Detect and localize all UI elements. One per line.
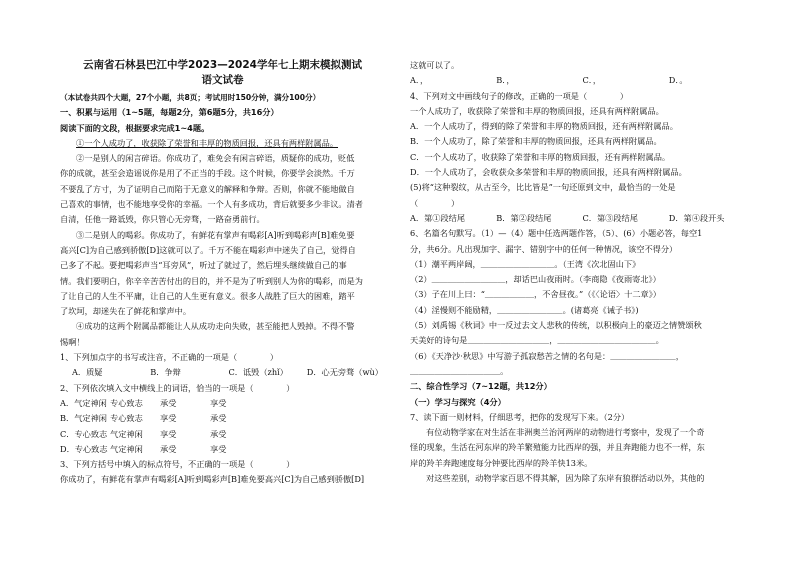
question-1: 1、下列加点字的书写或注音，不正确的一项是（ ） [60, 352, 279, 363]
paragraph-2-line: ②一是别人的闲言碎语。你成功了，难免会有闲言碎语，质疑你的成功，贬低 [76, 153, 355, 164]
option-c[interactable]: C．第③段结尾 [582, 212, 638, 223]
word: 享受 [210, 397, 227, 408]
word: 气定神闲 [110, 428, 143, 439]
right-column [410, 58, 755, 486]
q6-item[interactable]: （6）《天净沙·秋思》中写游子孤寂愁苦之情的名句是：＿＿＿＿＿＿＿＿， [410, 350, 684, 361]
question-3-options [410, 73, 755, 88]
question-5-options [410, 211, 755, 226]
question-6-line: 分，共6分。凡出现加字、漏字、错别字中的任何一种情况，该空不得分） [410, 243, 678, 254]
exam-title: 云南省石林县巴江中学2023—2024学年七上期末模拟测试 [83, 59, 362, 71]
question-3-continued: 这就可以了。 [410, 60, 460, 70]
paragraph-3-line: 了坎坷，却迷失在了鲜花和掌声中。 [60, 306, 192, 317]
section-2-heading: 二、综合性学习（7~12题，共12分） [410, 381, 552, 392]
option-b[interactable]: B．第②段结尾 [496, 212, 552, 223]
q6-item[interactable]: 天美好的诗句是＿＿＿＿＿＿＿＿＿＿，＿＿＿＿＿＿＿＿＿＿＿＿。 [410, 335, 664, 346]
exam-note: （本试卷共四个大题，27个小题，共8页；考试用时150分钟，满分100分） [60, 93, 321, 102]
option-c[interactable]: C．诋毁（zhǐ） [228, 367, 288, 378]
question-5: (5)将“这种裂纹，从古至今，比比皆是”一句还原到文中，最恰当的一处是 [410, 182, 676, 193]
word: 专心致志 [110, 397, 143, 408]
question-2: 2、下列依次填入文中横线上的词语，恰当的一项是（ ） [60, 382, 295, 393]
option-b[interactable]: B．争辩 [150, 367, 181, 378]
paragraph-2-line: 你的成就，甚至会造谣说你是用了不正当的手段。这个时候，你要学会淡然。千万 [60, 168, 355, 179]
paragraph-1 [60, 136, 385, 151]
paragraph-3-line: 情。我们要明白，你辛辛苦苦付出的目的，并不是为了听到别人为你的喝彩，而是为 [60, 275, 363, 286]
paragraph-2-line: 自清，任他一路诋毁，你只管心无旁骛，一路奋勇前行。 [60, 214, 265, 225]
question-2-option-b[interactable] [60, 411, 260, 426]
paragraph-2-line: 不要乱了方寸，为了证明自己而陷于无意义的解释和争辩。否则，你就不能地做自 [60, 183, 355, 194]
paragraph-3-line: ③二是别人的喝彩。你成功了，有鲜花有掌声有喝彩[A]听到喝彩声[B]难免要 [76, 229, 355, 240]
paragraph-4-line: 惕啊！ [60, 336, 85, 347]
reading-instruction: 阅读下面的文段，根据要求完成1~4题。 [60, 122, 210, 133]
material-line: 对这些差别，动物学家百思不得其解，因为除了东岸有狼群活动以外，其他的 [426, 473, 705, 484]
underlined-sentence: ①一个人成功了，收获除了荣誉和丰厚的物质回报，还具有两样附属品。 [76, 137, 339, 148]
question-6: 6、名篇名句默写。（1）—（4）题中任选两题作答，（5）、(6）小题必答，每空1 [410, 228, 703, 239]
q6-item[interactable]: （1）潮平两岸阔，＿＿＿＿＿＿＿＿＿。（王湾《次北固山下》 [410, 258, 641, 269]
q6-item: （5）刘禹锡《秋词》中一反过去文人悲秋的传统，以积极向上的豪迈之情赞颂秋 [410, 320, 702, 331]
material-line: 有位动物学家在对生活在非洲奥兰治河两岸的动物进行考察中，发现了一个奇 [426, 427, 705, 438]
word: 气定神闲 [110, 443, 143, 454]
section-1-heading: 一、积累与运用（1~5题，每题2分，第6题5分，共16分） [60, 107, 279, 118]
paragraph-4-line: ④成功的这两个附属品都能让人从成功走向失败，甚至能把人毁掉。不得不警 [76, 321, 355, 332]
question-4: 4、下列对文中画线句子的修改，正确的一项是（ ） [410, 90, 629, 101]
question-3-sentence: 你成功了，有鲜花有掌声有喝彩[A]听到喝彩声[B]难免要高兴[C]为自己感到骄傲[D] [60, 474, 365, 485]
subsection-heading: （一）学习与探究（4分） [410, 396, 506, 407]
option-a[interactable]: A．第①段结尾 [410, 212, 466, 223]
question-2-option-a[interactable] [60, 396, 260, 411]
word: 享受 [160, 428, 177, 439]
q6-item[interactable]: （2）＿＿＿＿＿＿＿＿＿，却话巴山夜雨时。（李商隐《夜雨寄北》） [410, 274, 661, 285]
question-4-option-a[interactable]: A．一个人成功了，得到的除了荣誉和丰厚的物质回报，还有两样附属品。 [410, 121, 678, 132]
word: C．专心致志 [60, 428, 108, 439]
word: A．气定神闲 [60, 397, 107, 408]
option-d[interactable]: D．。 [668, 75, 688, 86]
word: 承受 [210, 413, 227, 424]
option-d[interactable]: D．第④段开头 [668, 212, 725, 223]
word: 享受 [160, 413, 177, 424]
question-7: 7、读下面一则材料，仔细思考，把你的发现写下来。（2分） [410, 411, 630, 422]
word: D．专心致志 [60, 443, 108, 454]
paragraph-2-line: 己喜欢的事情，也不能地享受你的幸福。一个人有多成功，背后就要多少非议。清者 [60, 199, 363, 210]
paragraph-3-line: 己多了不起。要把喝彩声当“耳旁风”，听过了就过了，然后埋头继续做自己的事 [60, 260, 347, 271]
option-a[interactable]: A．质疑 [72, 367, 103, 378]
question-4-option-d[interactable]: D．一个人成功了，会收获众多荣誉和丰厚的物质回报，还具有两样附属品。 [410, 167, 687, 178]
q6-item[interactable]: （3）子在川上曰：“＿＿＿＿＿＿，不舍昼夜。”（《〈论语〉十二章》） [410, 289, 661, 300]
option-a[interactable]: A．， [410, 75, 429, 86]
word: B．气定神闲 [60, 413, 107, 424]
option-d[interactable]: D．心无旁骛（wù） [306, 367, 383, 378]
paragraph-3-line: 高兴[C]为自己感到骄傲[D]这就可以了。千万不能在喝彩声中迷失了自己，觉得自 [60, 244, 356, 255]
left-column [60, 58, 385, 488]
word: 专心致志 [110, 413, 143, 424]
question-1-options [60, 365, 385, 380]
option-c[interactable]: C．， [582, 75, 602, 86]
word: 承受 [160, 443, 177, 454]
q6-item[interactable]: ＿＿＿＿＿＿＿＿＿＿＿。 [410, 365, 509, 376]
question-2-option-c[interactable] [60, 427, 260, 442]
question-4-original: 一个人成功了，收获除了荣誉和丰厚的物质回报，还具有两样附属品。 [410, 105, 664, 116]
exam-subtitle: 语文试卷 [201, 74, 244, 86]
word: 承受 [160, 397, 177, 408]
paragraph-3-line: 了让自己的人生不平庸，让自己的人生更有意义。很多人战胜了巨大的困难，踏平 [60, 290, 355, 301]
material-line: 岸的羚羊奔跑速度每分钟要比西岸的羚羊快13米。 [410, 457, 593, 468]
word: 享受 [210, 443, 227, 454]
question-4-option-b[interactable]: B．一个人成功了，除了荣誉和丰厚的物质回报，还具有两样附属品。 [410, 136, 662, 147]
question-5-blank[interactable]: （ ） [410, 197, 460, 208]
material-line: 怪的现象，生活在河东岸的羚羊繁殖能力比西岸的强，并且奔跑能力也不一样，东 [410, 442, 705, 453]
word: 承受 [210, 428, 227, 439]
question-4-option-c[interactable]: C．一个人成功了，收获除了荣誉和丰厚的物质回报，还有两样附属品。 [410, 151, 671, 162]
option-b[interactable]: B．， [496, 75, 515, 86]
question-3: 3、下列方括号中填入的标点符号，不正确的一项是（ ） [60, 459, 295, 470]
q6-item[interactable]: （4）淫慢则不能励精，＿＿＿＿＿＿＿＿。(诸葛亮《诫子书》) [410, 304, 639, 315]
question-2-option-d[interactable] [60, 442, 260, 457]
